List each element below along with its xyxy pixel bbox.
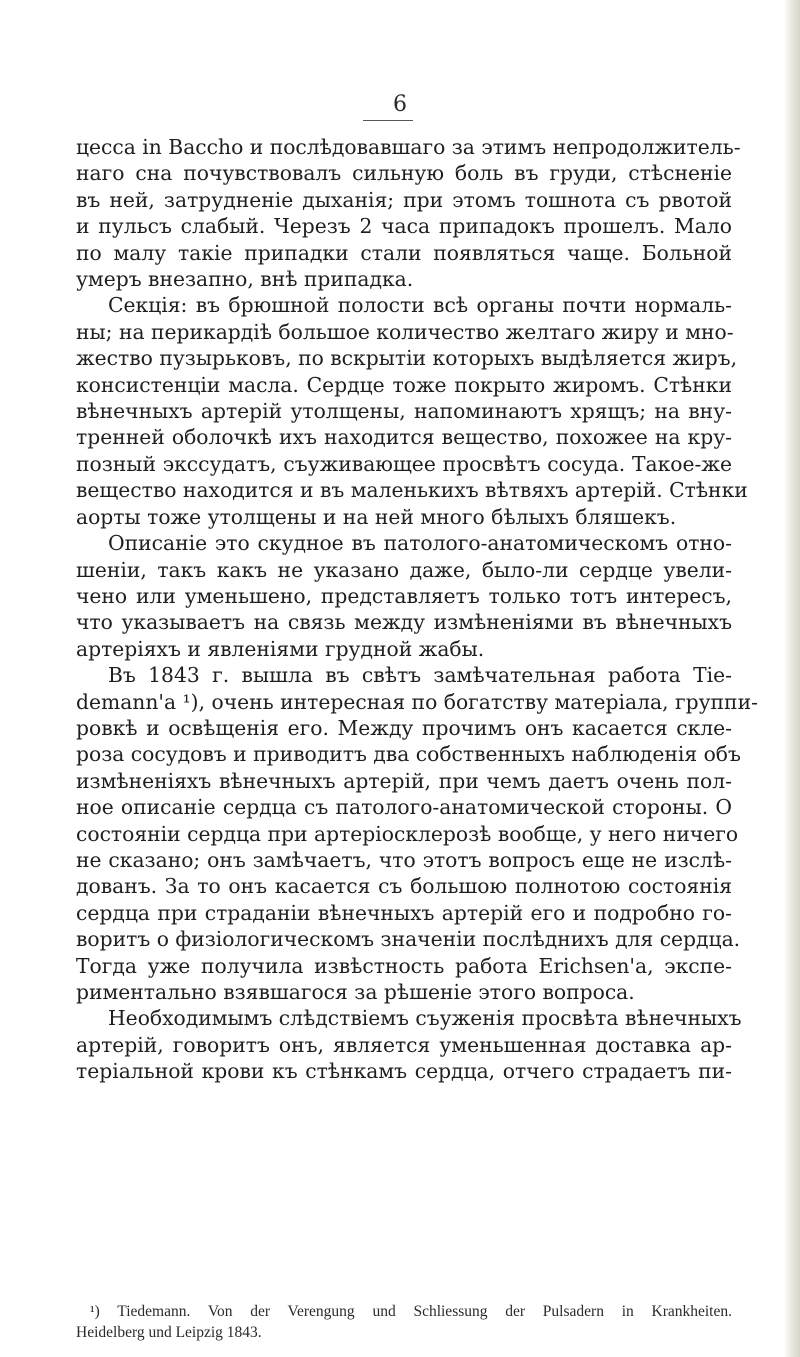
text-line: ны; на перикардіѣ большое количество желтаго жиру и мно- [76, 319, 734, 344]
text-line: умеръ внезапно, внѣ припадка. [76, 267, 414, 292]
text-line: наго сна почувствовалъ сильную боль въ груди, стѣсненіе [76, 161, 732, 186]
text-line: въ ней, затрудненіе дыханія; при этомъ тошнота съ рвотой [76, 187, 732, 212]
text-line: Въ 1843 г. вышла въ свѣтъ замѣчательная работа Tie- [108, 663, 732, 688]
text-line: аорты тоже утолщены и на ней много бѣлыхъ бляшекъ. [76, 504, 677, 529]
text-line: Секція: въ брюшной полости всѣ органы почти нормаль- [108, 293, 732, 318]
text-line: ное описаніе сердца съ патолого-анатомической стороны. О [76, 795, 732, 820]
text-line: консистенціи масла. Сердце тоже покрыто жиромъ. Стѣнки [76, 372, 732, 397]
text-line: теріальной крови къ стѣнкамъ сердца, отчего страдаетъ пи- [76, 1059, 732, 1084]
page-edge-shadow [784, 0, 800, 1357]
text-line: позный экссудатъ, съуживающее просвѣтъ сосуда. Такое-же [76, 451, 732, 476]
text-line: не сказано; онъ замѣчаетъ, что этотъ вопросъ еще не изслѣ- [76, 847, 732, 872]
text-line: чено или уменьшено, представляетъ только тотъ интересъ, [76, 583, 732, 608]
text-line: Необходимымъ слѣдствіемъ съуженія просвѣта вѣнечныхъ [108, 1006, 742, 1031]
text-line: вѣнечныхъ артерій утолщены, напоминаютъ хрящъ; на вну- [76, 399, 732, 424]
text-line: цесса in Bacchо и послѣдовавшаго за этимъ непродолжитель- [76, 135, 741, 159]
text-line: и пульсъ слабый. Черезъ 2 часа припадокъ прошелъ. Мало [76, 214, 732, 239]
text-line: что указываетъ на связь между измѣненіями въ вѣнечныхъ [76, 610, 732, 635]
text-line: ровкѣ и освѣщенія его. Между прочимъ онъ касается скле- [76, 715, 732, 740]
text-line: тренней оболочкѣ ихъ находится вещество, похожее на кру- [76, 425, 732, 450]
footnote-line: ¹) Tiedemann. Von der Verengung und Schliessung der Pulsadern in Krankheiten. [90, 1303, 732, 1320]
text-line: Описаніе это скудное въ патолого-анатомическомъ отно- [108, 531, 732, 556]
text-line: demann'а ¹), очень интересная по богатству матеріала, группи- [76, 689, 758, 714]
text-line: вещество находится и въ маленькихъ вѣтвяхъ артерій. Стѣнки [76, 478, 748, 503]
footnote-line: Heidelberg und Leipzig 1843. [76, 1324, 262, 1341]
text-line: состояніи сердца при артеріосклерозѣ вообще, у него ничего [76, 821, 739, 846]
body-text [76, 134, 758, 1085]
footnote [76, 1301, 732, 1343]
text-line: Тогда уже получила извѣстность работа Erichsen'а, экспе- [76, 953, 732, 978]
text-line: воритъ о физіологическомъ значеніи послѣднихъ для сердца. [76, 927, 741, 952]
text-line: риментально взявшагося за рѣшеніе этого вопроса. [76, 980, 635, 1004]
text-line: по малу такіе припадки стали появляться чаще. Больной [76, 240, 732, 265]
text-line: артерій, говоритъ онъ, является уменьшенная доставка ар- [76, 1032, 732, 1057]
text-line: дованъ. За то онъ касается съ большою полнотою состоянія [76, 874, 732, 899]
page-number: 6 [393, 92, 407, 117]
text-line: жество пузырьковъ, по вскрытіи которыхъ выдѣляется жиръ, [76, 346, 738, 371]
text-line: артеріяхъ и явленіями грудной жабы. [76, 636, 485, 661]
text-line: измѣненіяхъ вѣнечныхъ артерій, при чемъ даетъ очень пол- [76, 768, 732, 793]
text-line: шеніи, такъ какъ не указано даже, было-ли сердце увели- [76, 557, 732, 582]
text-line: роза сосудовъ и приводитъ два собственныхъ наблюденія объ [76, 742, 741, 767]
text-line: сердца при страданіи вѣнечныхъ артерій его и подробно го- [76, 900, 732, 925]
header-rule [363, 120, 413, 121]
